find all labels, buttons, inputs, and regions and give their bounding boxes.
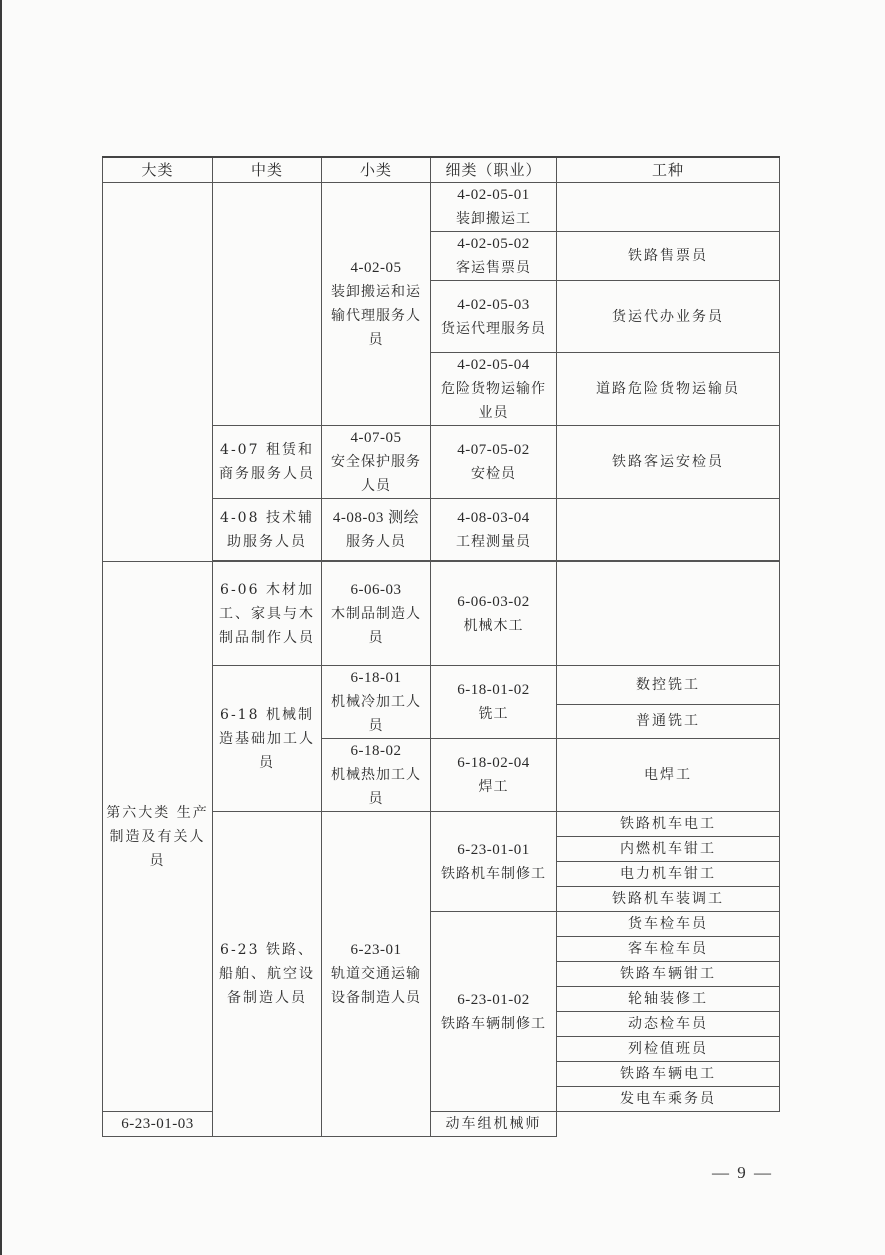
xi-cell <box>431 912 557 1112</box>
gz-cell: 动车组机械师 <box>431 1112 557 1137</box>
xi-cell <box>431 562 557 666</box>
xi-code: 6-23-01-03 <box>121 1116 194 1132</box>
xi-cell <box>431 281 557 353</box>
xiao-cell <box>322 183 431 426</box>
xiao-code: 6-18-02 <box>350 743 402 759</box>
zhong-cell-empty <box>213 183 322 426</box>
xiao-code: 4-07-05 <box>350 430 402 446</box>
xiao-cell <box>322 562 431 666</box>
zhong-cell: 4-07 租赁和商务服务人员 <box>213 426 322 499</box>
xiao-cell <box>322 739 431 812</box>
gz-cell: 铁路机车电工 <box>557 812 780 837</box>
gz-cell: 铁路客运安检员 <box>557 426 780 499</box>
gz-cell: 道路危险货物运输员 <box>557 353 780 426</box>
gz-cell: 内燃机车钳工 <box>557 837 780 862</box>
xi-code: 6-23-01-01 <box>457 841 530 858</box>
xi-code: 6-23-01-02 <box>457 991 530 1008</box>
xiao-name: 安全保护服务人员 <box>331 454 421 494</box>
xi-name: 焊工 <box>478 779 509 795</box>
xiao-name: 机械冷加工人员 <box>331 694 421 734</box>
xi-cell <box>431 739 557 812</box>
xi-code: 4-08-03-04 <box>457 509 530 526</box>
gz-cell: 轮轴装修工 <box>557 987 780 1012</box>
gz-cell: 列检值班员 <box>557 1037 780 1062</box>
xi-name: 工程测量员 <box>456 533 531 550</box>
xiao-code: 6-18-01 <box>350 670 402 686</box>
gz-cell: 铁路车辆钳工 <box>557 962 780 987</box>
gz-cell-empty <box>557 183 780 232</box>
gz-cell: 普通铣工 <box>557 704 780 738</box>
zhong-cell: 4-08 技术辅助服务人员 <box>213 499 322 561</box>
xi-name: 装卸搬运工 <box>456 211 531 227</box>
xi-code: 6-18-01-02 <box>457 682 530 698</box>
xiao-cell <box>322 426 431 499</box>
xi-cell <box>431 666 557 739</box>
gz-cell: 电力机车钳工 <box>557 862 780 887</box>
xi-name: 安检员 <box>471 466 516 482</box>
xi-name: 铁路车辆制修工 <box>441 1015 546 1032</box>
xi-cell <box>431 426 557 499</box>
xiao-code: 4-08-03 测绘 <box>332 509 420 526</box>
xiao-name: 机械热加工人员 <box>331 767 421 807</box>
xiao-code: 6-23-01 <box>350 942 402 958</box>
gz-cell: 货车检车员 <box>557 912 780 937</box>
xi-cell <box>431 183 557 232</box>
zhong-cell: 6-18 机械制造基础加工人员 <box>213 666 322 812</box>
xi-code: 6-18-02-04 <box>457 755 530 771</box>
xi-cell <box>103 1112 213 1137</box>
xiao-code: 4-02-05 <box>350 260 402 276</box>
xiao-name: 装卸搬运和运输代理服务人员 <box>331 284 421 348</box>
xi-cell <box>431 353 557 426</box>
gz-cell: 客车检车员 <box>557 937 780 962</box>
gz-cell: 铁路售票员 <box>557 232 780 281</box>
header-xi: 细类（职业） <box>431 157 557 183</box>
xi-code: 4-07-05-02 <box>457 442 530 458</box>
xiao-cell <box>322 666 431 739</box>
da-cell: 第六大类 生产制造及有关人员 <box>103 562 213 1112</box>
xiao-name: 木制品制造人员 <box>331 605 421 646</box>
xi-code: 4-02-05-04 <box>457 357 530 373</box>
xi-name: 危险货物运输作业员 <box>441 381 546 421</box>
xiao-cell <box>322 499 431 561</box>
gz-cell: 数控铣工 <box>557 666 780 705</box>
page-number: — 9 — <box>712 1163 773 1182</box>
xiao-cell <box>322 812 431 1137</box>
da-cell-empty <box>103 183 213 562</box>
header-da: 大类 <box>103 157 213 183</box>
xi-code: 6-06-03-02 <box>457 593 530 610</box>
occupation-table <box>102 156 780 1137</box>
page-edge <box>0 0 2 1255</box>
xiao-code: 6-06-03 <box>350 581 402 598</box>
xi-cell <box>431 812 557 912</box>
gz-cell: 发电车乘务员 <box>557 1087 780 1112</box>
table-row <box>103 1112 780 1137</box>
gz-cell: 货运代办业务员 <box>557 281 780 353</box>
gz-cell: 电焊工 <box>557 739 780 812</box>
xi-name: 机械木工 <box>463 617 524 634</box>
table-row <box>103 183 780 232</box>
table-row <box>103 562 780 666</box>
zhong-cell: 6-23 铁路、船舶、航空设备制造人员 <box>213 812 322 1137</box>
gz-cell: 铁路车辆电工 <box>557 1062 780 1087</box>
xi-cell <box>431 232 557 281</box>
xi-code: 4-02-05-03 <box>457 296 530 313</box>
gz-cell: 铁路机车装调工 <box>557 887 780 912</box>
xi-name: 铁路机车制修工 <box>441 865 546 882</box>
xi-name: 客运售票员 <box>456 260 531 276</box>
gz-cell-empty <box>557 562 780 666</box>
xi-code: 4-02-05-01 <box>457 187 530 203</box>
xi-name: 铣工 <box>478 706 509 722</box>
header-xiao: 小类 <box>322 157 431 183</box>
xiao-name: 轨道交通运输设备制造人员 <box>331 966 421 1006</box>
gz-cell-empty <box>557 499 780 561</box>
gz-cell: 动态检车员 <box>557 1012 780 1037</box>
zhong-cell: 6-06 木材加工、家具与木制品制作人员 <box>213 562 322 666</box>
header-zhong: 中类 <box>213 157 322 183</box>
xi-name: 货运代理服务员 <box>441 320 546 337</box>
header-row <box>103 157 780 183</box>
xi-cell <box>431 499 557 561</box>
header-gongzhong: 工种 <box>557 157 780 183</box>
xi-code: 4-02-05-02 <box>457 236 530 252</box>
xiao-name: 服务人员 <box>346 533 406 550</box>
